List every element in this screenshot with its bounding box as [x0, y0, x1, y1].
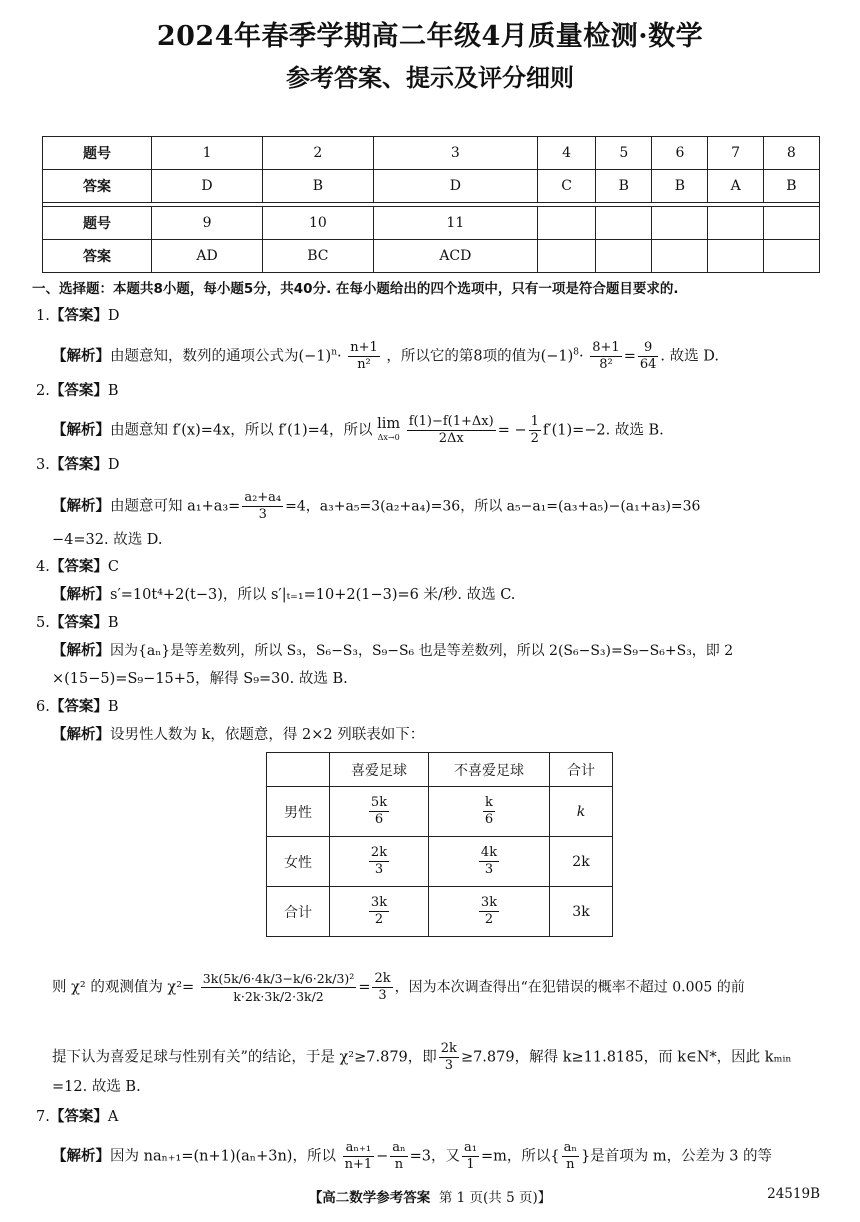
table-row: 题号 9 10 11: [43, 207, 820, 240]
q6-answer: 6.【答案】B: [36, 699, 119, 715]
q3-analysis: 【解析】由题意可知 a₁+a₃= $\frac{\text{a₂+a₄}}{3}$ =4，a₃+a₅=3(a₂+a₄)=36，所以 a₅−a₁=(a₃+a₅)−(a₁+a₃)=36: [52, 490, 701, 522]
table-row: 答案 AD BC ACD: [43, 240, 820, 273]
q7-analysis: 【解析】因为 naₙ₊₁=(n+1)(aₙ+3n)，所以 $\frac{\text{aₙ₊₁}}{n+1}$ − $\frac{\text{aₙ}}{n}$ =3，又 $\frac{\text{a₁}}{1}$ =m，所以{ $\frac{\text{aₙ}}{n}$ }是首项为 m，公差为 3 的等: [52, 1140, 773, 1172]
q2-analysis: 【解析】由题意知 f′(x)=4x，所以 f′(1)=4，所以 lim Δx→0 $\frac{f(1)-f(1+\Delta x)}{2\Delta x}$ = − $\frac{1}{2}$ f′(1)=−2. 故选 B.: [52, 414, 664, 446]
q6-analysis: 【解析】设男性人数为 k，依题意，得 2×2 列联表如下：: [52, 727, 425, 743]
contingency-table: [266, 752, 613, 937]
table-row: 喜爱足球 不喜爱足球 合计: [267, 753, 613, 787]
q5-answer: 5.【答案】B: [36, 615, 119, 631]
q5-analysis: 【解析】因为{aₙ}是等差数列，所以 S₃，S₆−S₃，S₉−S₆ 也是等差数列，所以 2(S₆−S₃)=S₉−S₆+S₃，即 2: [52, 643, 734, 659]
document-code: 24519B: [767, 1186, 820, 1202]
q3-answer: 3.【答案】D: [36, 457, 120, 473]
chi-square-formula: 则 χ² 的观测值为 χ²= $\frac{\text{3k(5k/6·4k/3−k/6·2k/3)²}}{k\cdot 2k\cdot 3k/2\cdot 3k/2}$ = $\frac{2k}{3}$ ，因为本次调查得出“在犯错误的概率不超过 0.005 的前: [52, 971, 745, 1004]
section-heading: 一、选择题：本题共8小题，每小题5分，共40分. 在每小题给出的四个选项中，只有一项是符合题目要求的.: [32, 281, 679, 297]
q4-analysis: 【解析】s′=10t⁴+2(t−3)，所以 s′|ₜ₌₁=10+2(1−3)=6 米/秒. 故选 C.: [52, 587, 516, 603]
q1-answer: 1.【答案】D: [36, 308, 120, 324]
q2-answer: 2.【答案】B: [36, 383, 119, 399]
table-row: 女性 $\frac{2k}{3}$ $\frac{4k}{3}$ 2k: [267, 837, 613, 887]
table-row: 答案 D B D C B B A B: [43, 170, 820, 203]
table-row: 男性 $\frac{5k}{6}$ $\frac{k}{6}$ k: [267, 787, 613, 837]
q4-answer: 4.【答案】C: [36, 559, 119, 575]
q1-analysis: 【解析】由题意知，数列的通项公式为$(-1)^n\cdot$ $\frac{n+1}{\text{n²}}$ ，所以它的第8项的值为$(-1)^8\cdot$ $\frac{8+1}{\text{8²}}$ = $\frac{9}{64}$ . 故选 D.: [52, 340, 719, 372]
page-footer: 【高二数学参考答案 第 1 页(共 5 页)】: [308, 1190, 552, 1206]
answer-table: [42, 136, 820, 273]
table-row: 题号 1 2 3 4 5 6 7 8: [43, 137, 820, 170]
q7-answer: 7.【答案】A: [36, 1109, 119, 1125]
page-subtitle: 参考答案、提示及评分细则: [286, 63, 574, 92]
table-row: 合计 $\frac{3k}{2}$ $\frac{3k}{2}$ 3k: [267, 887, 613, 937]
page-title: 2024年春季学期高二年级4月质量检测·数学: [156, 21, 704, 52]
